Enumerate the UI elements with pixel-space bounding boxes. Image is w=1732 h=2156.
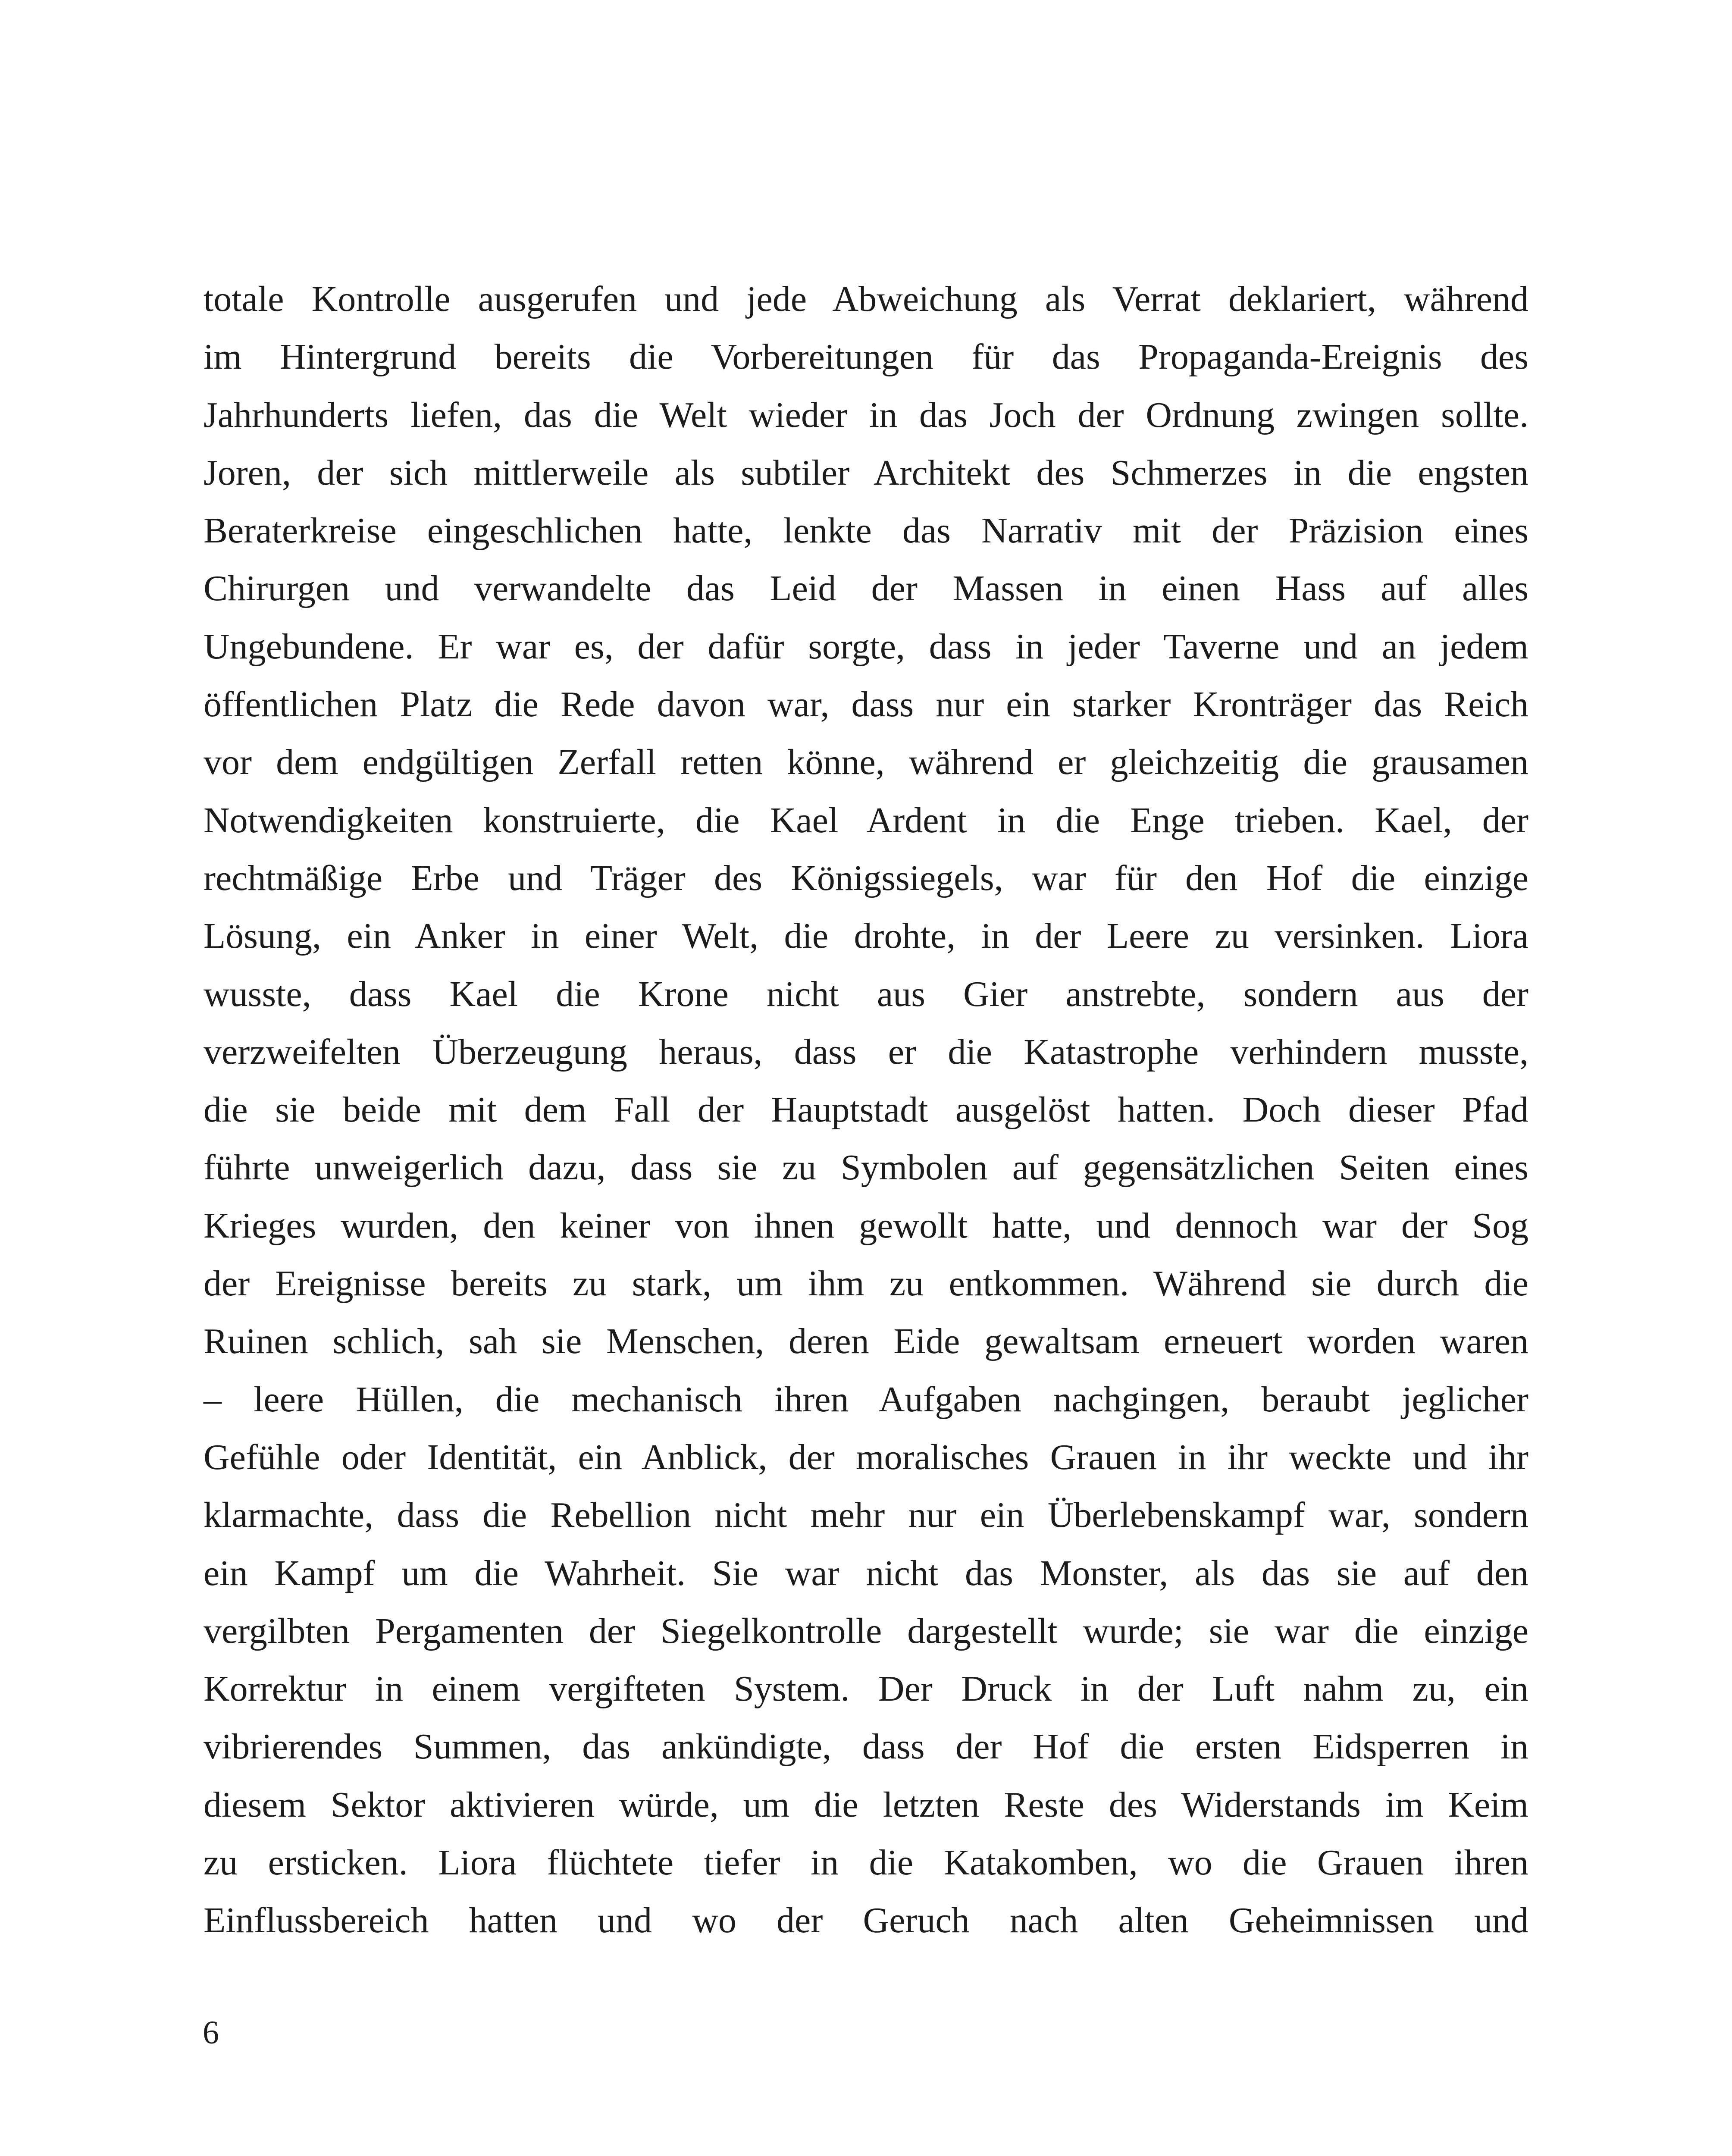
- text-line: Chirurgen und verwandelte das Leid der Massen in einen Hass auf alles: [204, 568, 1528, 609]
- text-line: verzweifelten Überzeugung heraus, dass er die Katastrophe verhindern musste,: [204, 1031, 1528, 1072]
- text-line: klarmachte, dass die Rebellion nicht mehr nur ein Überlebenskampf war, sondern: [204, 1495, 1528, 1536]
- text-line: vor dem endgültigen Zerfall retten könne, während er gleichzeitig die grausamen: [204, 742, 1528, 783]
- body-text: [204, 270, 1528, 1950]
- text-line: öffentlichen Platz die Rede davon war, dass nur ein starker Kronträger das Reich: [204, 684, 1528, 725]
- text-line: rechtmäßige Erbe und Träger des Königssiegels, war für den Hof die einzige: [204, 858, 1528, 898]
- text-line: – leere Hüllen, die mechanisch ihren Aufgaben nachgingen, beraubt jeglicher: [204, 1379, 1528, 1420]
- text-line: diesem Sektor aktivieren würde, um die letzten Reste des Widerstands im Keim: [204, 1784, 1528, 1825]
- text-line: Korrektur in einem vergifteten System. Der Druck in der Luft nahm zu, ein: [204, 1669, 1528, 1709]
- text-line: Ruinen schlich, sah sie Menschen, deren Eide gewaltsam erneuert worden waren: [204, 1321, 1528, 1362]
- page-number: 6: [203, 2015, 219, 2051]
- text-line: führte unweigerlich dazu, dass sie zu Symbolen auf gegensätzlichen Seiten eines: [204, 1147, 1528, 1188]
- text-line: im Hintergrund bereits die Vorbereitungen für das Propaganda-Ereignis des: [204, 337, 1528, 377]
- text-line: Ungebundene. Er war es, der dafür sorgte, dass in jeder Taverne und an jedem: [204, 626, 1528, 667]
- text-line: wusste, dass Kael die Krone nicht aus Gier anstrebte, sondern aus der: [204, 974, 1528, 1014]
- text-line: die sie beide mit dem Fall der Hauptstadt ausgelöst hatten. Doch dieser Pfad: [204, 1090, 1528, 1130]
- text-line: Gefühle oder Identität, ein Anblick, der moralisches Grauen in ihr weckte und ihr: [204, 1437, 1528, 1477]
- text-line: Krieges wurden, den keiner von ihnen gewollt hatte, und dennoch war der Sog: [204, 1205, 1528, 1246]
- text-line: Lösung, ein Anker in einer Welt, die drohte, in der Leere zu versinken. Liora: [204, 916, 1528, 956]
- text-line: vibrierendes Summen, das ankündigte, dass der Hof die ersten Eidsperren in: [204, 1727, 1528, 1767]
- text-line: Beraterkreise eingeschlichen hatte, lenkte das Narrativ mit der Präzision eines: [204, 511, 1528, 551]
- text-line: ein Kampf um die Wahrheit. Sie war nicht das Monster, als das sie auf den: [204, 1553, 1528, 1593]
- text-line: Jahrhunderts liefen, das die Welt wieder in das Joch der Ordnung zwingen sollte.: [204, 395, 1528, 435]
- text-line: zu ersticken. Liora flüchtete tiefer in die Katakomben, wo die Grauen ihren: [204, 1843, 1528, 1883]
- text-line: Joren, der sich mittlerweile als subtiler Architekt des Schmerzes in die engsten: [204, 452, 1528, 493]
- text-line: vergilbten Pergamenten der Siegelkontrolle dargestellt wurde; sie war die einzige: [204, 1611, 1528, 1651]
- text-line: der Ereignisse bereits zu stark, um ihm zu entkommen. Während sie durch die: [204, 1263, 1528, 1304]
- text-line: Notwendigkeiten konstruierte, die Kael Ardent in die Enge trieben. Kael, der: [204, 800, 1528, 840]
- text-line: Einflussbereich hatten und wo der Geruch nach alten Geheimnissen und: [204, 1900, 1528, 1941]
- text-line: totale Kontrolle ausgerufen und jede Abweichung als Verrat deklariert, während: [204, 279, 1528, 319]
